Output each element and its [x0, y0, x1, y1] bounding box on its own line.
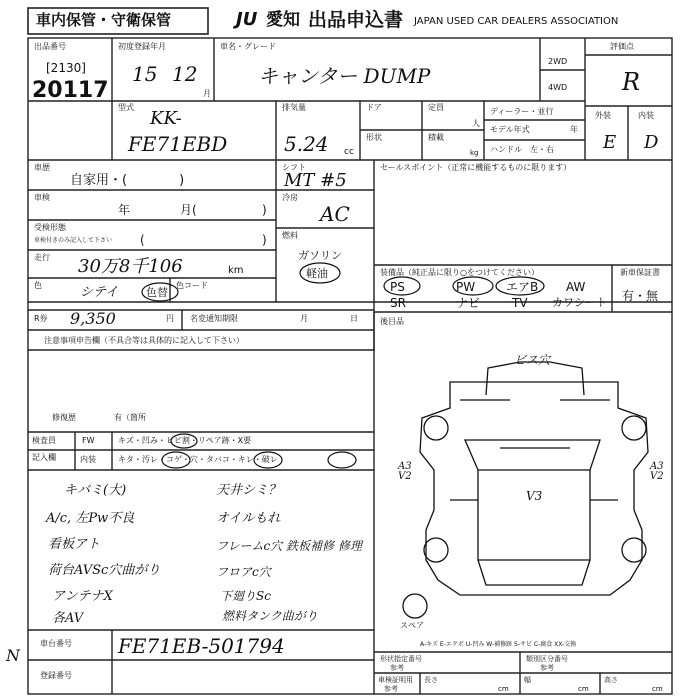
note-right-5: 下廻りSc: [220, 589, 271, 603]
plate-label: 登録番号: [40, 671, 72, 680]
fuel-label: 燃料: [282, 231, 298, 240]
shape-label: 形状: [366, 133, 382, 142]
shape-spec-ref: 参考: [390, 664, 404, 672]
model-year-label: モデル年式: [490, 125, 530, 134]
rating-label: 評価点: [610, 42, 634, 51]
shift-label: シフト: [282, 163, 306, 172]
handle-label: ハンドル 左・右: [490, 145, 554, 154]
category-spec-label: 類別区分番号: [526, 655, 568, 663]
drive-2wd: 2WD: [548, 57, 568, 66]
note-left-4: 荷台AVSc穴曲がり: [48, 563, 161, 578]
equipment-label: 装備品（純正品に限り○をつけてください）: [380, 268, 539, 277]
margin-mark: N: [6, 646, 20, 665]
type-label: 型式: [118, 103, 134, 112]
due-month: 月: [300, 314, 308, 323]
lot-bracket: [2130]: [46, 61, 86, 75]
displacement-label: 排気量: [282, 103, 306, 112]
recycle-unit: 円: [166, 314, 174, 323]
note-right-4: フロアc穴: [216, 565, 271, 579]
model-name-label: 車名・グレード: [220, 42, 276, 51]
load-label: 積載: [428, 133, 444, 142]
repair-label: 修復歴: [52, 413, 76, 422]
diagram-center-note: V3: [526, 489, 543, 503]
warranty-label: 新車保証書: [620, 268, 660, 277]
drive-4wd: 4WD: [548, 83, 568, 92]
fw-items: キズ・凹み・ヒビ割・リペア跡・X要: [118, 436, 252, 445]
chassis-label: 車台番号: [40, 639, 72, 648]
exterior-label: 外装: [595, 111, 611, 120]
equipment-navi: ナビ: [456, 296, 481, 310]
inspector-label: 検査員: [32, 436, 56, 445]
cert-ref: 参考: [384, 685, 398, 693]
note-left-6: 各AV: [52, 611, 84, 626]
mileage-unit: km: [228, 265, 244, 276]
inspector-label-2: 記入欄: [32, 453, 56, 462]
lot-label: 出品番号: [34, 42, 66, 51]
diagram-right-note: A3 V2: [650, 461, 664, 482]
form-title: 出品申込書: [308, 9, 404, 31]
displacement-value: 5.24: [284, 132, 329, 156]
fuel-gasoline: ガソリン: [298, 249, 342, 262]
category-spec-ref: 参考: [540, 664, 554, 672]
color-marked: 色替: [146, 286, 168, 299]
model-year-unit: 年: [570, 125, 578, 134]
equipment-leather-seat: カワシート: [552, 296, 607, 309]
disposal-label: 受検形態: [34, 223, 66, 232]
registration-label: 初度登録年月: [118, 42, 166, 51]
due-day: 日: [350, 314, 358, 323]
note-right-1: 天井シミ？: [216, 483, 282, 498]
sales-point-label: セールスポイント（正常に機能するものに限ります）: [380, 163, 572, 172]
registration-month: 12: [172, 62, 198, 86]
diagram-top-note: ビス穴: [514, 353, 551, 367]
cooling-value: AC: [320, 202, 350, 226]
diagram-spare-label: スペア: [400, 621, 424, 630]
history-value: 自家用・( ): [70, 173, 185, 188]
registration-month-suffix: 月: [203, 89, 211, 98]
equipment-aw: AW: [566, 280, 586, 294]
damage-legend: A-キズ E-エクボ U-凹み W-補修跡 S-サビ C-腐食 XX-交換: [420, 641, 577, 648]
disposal-note: 車検付きのみ記入して下さい: [34, 237, 113, 244]
shape-spec-label: 形状指定番号: [380, 655, 422, 663]
note-right-3: フレームc穴 鉄板補修 修理: [216, 539, 362, 553]
mileage-label: 走行: [34, 253, 50, 262]
ju-logo: JU: [236, 9, 258, 30]
dealer-label: ディーラー・並行: [490, 107, 554, 116]
width-label: 幅: [524, 676, 531, 684]
interior-label: 内装: [638, 111, 654, 120]
repair-value: 有（箇所: [114, 413, 146, 422]
load-unit: kg: [470, 149, 479, 157]
registration-year: 15: [132, 62, 158, 86]
model-name-value: キャンター DUMP: [258, 64, 431, 88]
type-line1: KK-: [150, 108, 182, 129]
recycle-value: 9,350: [70, 309, 116, 328]
note-left-3: 看板アト: [48, 537, 101, 552]
english-org-name: JAPAN USED CAR DEALERS ASSOCIATION: [414, 16, 619, 27]
equipment-tv: TV: [512, 296, 528, 310]
type-line2: FE71EBD: [128, 132, 228, 156]
history-label: 車歴: [34, 163, 50, 172]
disposal-close: ): [262, 233, 267, 247]
cert-label: 車検証明用: [378, 676, 413, 684]
note-left-5: アンテナX: [52, 589, 113, 604]
exterior-grade: E: [603, 132, 617, 153]
interior-items: キタ・汚レ・コゲ・穴・タバコ・キレ・破レ: [118, 455, 278, 464]
height-unit: cm: [652, 685, 663, 693]
notice-label: 注意事項申告欄（不具合等は具体的に記入して下さい）: [44, 336, 244, 345]
length-label: 長さ: [424, 676, 438, 684]
displacement-unit: cc: [344, 147, 354, 157]
note-left-1: キバミ(大): [64, 483, 127, 498]
capacity-label: 定員: [428, 103, 444, 112]
capacity-unit: 人: [472, 119, 480, 128]
shaken-close: ): [262, 203, 267, 217]
door-label: ドア: [366, 103, 382, 112]
color-label: 色: [34, 281, 42, 290]
rating-value: R: [622, 68, 641, 96]
note-right-6: 燃料タンク曲がり: [222, 609, 318, 623]
color-value: シテイ: [80, 285, 119, 300]
length-unit: cm: [498, 685, 509, 693]
height-label: 高さ: [604, 676, 618, 684]
interior-prefix: 内装: [80, 455, 96, 464]
diagram-left-note: A3 V2: [398, 461, 412, 482]
cooling-label: 冷房: [282, 193, 298, 202]
width-unit: cm: [578, 685, 589, 693]
mileage-value: 30万8千106: [78, 256, 183, 277]
org-name: 愛知: [266, 10, 300, 30]
fw-prefix: FW: [82, 436, 95, 445]
disposal-paren: (: [140, 233, 145, 247]
lot-number: 20117: [32, 78, 109, 103]
shift-value: MT #5: [284, 170, 347, 191]
equipment-airbag: エアB: [506, 280, 539, 294]
recycle-label: R券: [34, 314, 48, 323]
warranty-value: 有・無: [622, 289, 659, 303]
equipment-ps: PS: [390, 280, 405, 294]
note-right-2: オイルもれ: [216, 511, 281, 526]
shaken-label: 車検: [34, 193, 50, 202]
note-left-2: A/c, 左Pw不良: [46, 511, 135, 526]
storage-label: 車内保管・守衛保管: [36, 11, 172, 29]
after-parts-label: 後目品: [380, 317, 404, 326]
equipment-pw: PW: [456, 280, 476, 294]
shaken-month: 月(: [180, 203, 197, 217]
interior-grade: D: [644, 132, 659, 153]
color-code-label: 色コード: [176, 281, 208, 290]
chassis-value: FE71EB-501794: [118, 634, 285, 658]
due-label: 名変通知期限: [190, 314, 238, 323]
shaken-year: 年: [118, 203, 131, 217]
equipment-sr: SR: [390, 296, 406, 310]
fuel-diesel: 軽油: [306, 267, 328, 280]
